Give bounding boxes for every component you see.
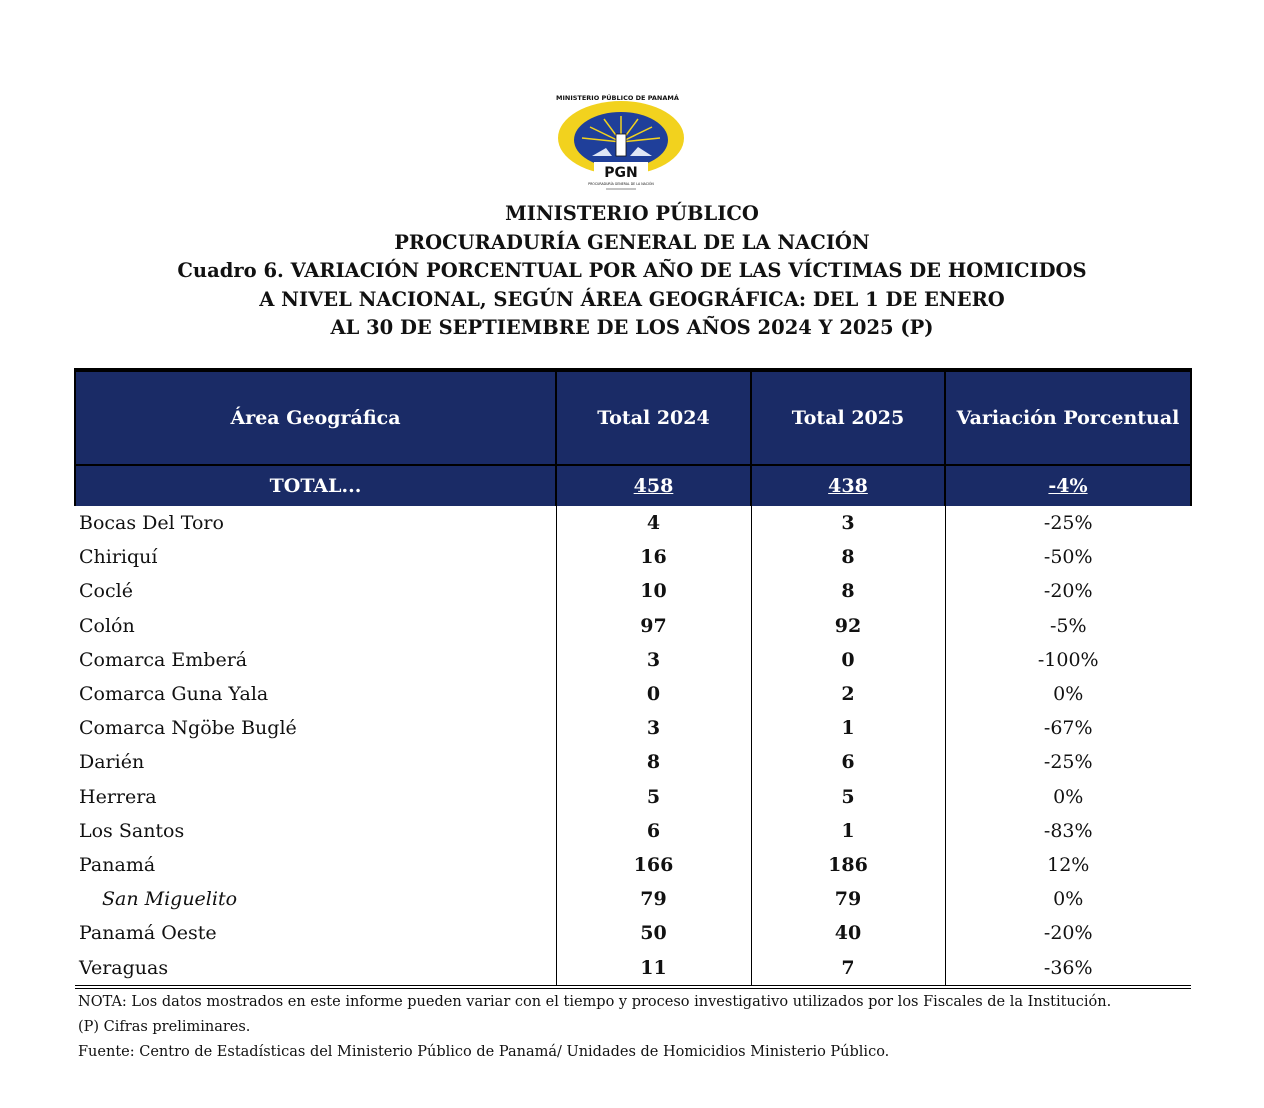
area-name: Comarca Guna Yala xyxy=(75,677,556,711)
variation-value: 0% xyxy=(1053,683,1084,706)
pgn-logo xyxy=(556,94,686,196)
title-line-2: PROCURADURÍA GENERAL DE LA NACIÓN xyxy=(394,230,870,254)
footnotes xyxy=(78,990,1111,1065)
title-line-3: Cuadro 6. VARIACIÓN PORCENTUAL POR AÑO DE LAS VÍCTIMAS DE HOMICIDOS xyxy=(177,259,1087,283)
area-name: San Miguelito xyxy=(75,882,556,916)
report-title xyxy=(0,200,1264,343)
col-header-variation: Variación Porcentual xyxy=(945,370,1191,465)
variation-value: -20% xyxy=(1043,580,1093,603)
value-2024: 3 xyxy=(556,711,751,745)
value-2024: 6 xyxy=(556,814,751,848)
value-2025: 8 xyxy=(751,574,945,608)
value-2024: 11 xyxy=(556,950,751,986)
area-name: Herrera xyxy=(75,780,556,814)
total-2024: 458 xyxy=(633,475,674,497)
variation-value: -5% xyxy=(1049,614,1087,637)
title-line-1: MINISTERIO PÚBLICO xyxy=(505,202,759,225)
table-row xyxy=(75,745,1191,779)
area-name: Colón xyxy=(75,609,556,643)
value-2024: 8 xyxy=(556,745,751,779)
area-name: Coclé xyxy=(75,574,556,608)
table-row xyxy=(75,780,1191,814)
variation-value: -83% xyxy=(1043,819,1093,842)
table-row xyxy=(75,950,1191,986)
col-header-total-2024: Total 2024 xyxy=(556,370,751,465)
total-row xyxy=(75,465,1191,506)
value-2025: 8 xyxy=(751,540,945,574)
total-2025: 438 xyxy=(828,475,868,497)
value-2024: 79 xyxy=(556,882,751,916)
value-2024: 3 xyxy=(556,643,751,677)
value-2025: 2 xyxy=(751,677,945,711)
area-name: Chiriquí xyxy=(75,540,556,574)
col-header-area: Área Geográfica xyxy=(75,370,556,465)
table-row xyxy=(75,848,1191,882)
logo-ring-text: MINISTERIO PÚBLICO DE PANAMÁ xyxy=(556,94,679,102)
area-name: Veraguas xyxy=(75,950,556,986)
value-2025: 92 xyxy=(751,609,945,643)
value-2025: 40 xyxy=(751,916,945,950)
title-line-4: A NIVEL NACIONAL, SEGÚN ÁREA GEOGRÁFICA: DEL 1 DE ENERO xyxy=(259,287,1005,311)
area-name: Darién xyxy=(75,745,556,779)
col-header-total-2025: Total 2025 xyxy=(751,370,945,465)
value-2024: 0 xyxy=(556,677,751,711)
value-2024: 50 xyxy=(556,916,751,950)
note-text: NOTA: Los datos mostrados en este informe pueden variar con el tiempo y proceso investigativo utilizados por los Fiscales de la Institución. xyxy=(78,994,1112,1010)
value-2024: 16 xyxy=(556,540,751,574)
value-2024: 4 xyxy=(556,506,751,540)
value-2024: 97 xyxy=(556,609,751,643)
variation-value: 0% xyxy=(1053,888,1084,911)
variation-value: -36% xyxy=(945,950,1191,986)
title-line-5: AL 30 DE SEPTIEMBRE DE LOS AÑOS 2024 Y 2025 (P) xyxy=(330,316,934,340)
value-2025: 186 xyxy=(751,848,945,882)
area-name: Panamá xyxy=(75,848,556,882)
value-2024: 5 xyxy=(556,780,751,814)
source-note: Fuente: Centro de Estadísticas del Ministerio Público de Panamá/ Unidades de Homicidios Ministerio Público. xyxy=(78,1044,890,1060)
variation-value: -20% xyxy=(1043,922,1093,945)
value-2024: 166 xyxy=(556,848,751,882)
area-name: Los Santos xyxy=(75,814,556,848)
variation-value: 0% xyxy=(1053,785,1084,808)
logo-subtitle: PROCURADURÍA GENERAL DE LA NACIÓN xyxy=(588,182,654,186)
table-row xyxy=(75,574,1191,608)
value-2025: 0 xyxy=(751,643,945,677)
area-name: Panamá Oeste xyxy=(75,916,556,950)
value-2025: 7 xyxy=(751,950,945,986)
table-row xyxy=(75,506,1191,540)
pgn-seal-icon xyxy=(556,94,686,196)
area-name: Comarca Ngöbe Buglé xyxy=(75,711,556,745)
value-2025: 79 xyxy=(751,882,945,916)
table-row xyxy=(75,711,1191,745)
table-row xyxy=(75,609,1191,643)
variation-value: 12% xyxy=(1047,853,1090,876)
total-variation: -4% xyxy=(1048,475,1088,497)
variation-value: -100% xyxy=(1037,648,1099,671)
variation-value: -67% xyxy=(1043,717,1093,740)
homicide-variation-table xyxy=(74,368,1192,989)
value-2025: 5 xyxy=(751,780,945,814)
table-row xyxy=(75,540,1191,574)
table-row xyxy=(75,677,1191,711)
value-2025: 3 xyxy=(751,506,945,540)
table-row xyxy=(75,916,1191,950)
variation-value: -25% xyxy=(1043,751,1093,774)
preliminary-note: (P) Cifras preliminares. xyxy=(78,1019,251,1035)
total-label: TOTAL... xyxy=(75,465,556,506)
area-name: Comarca Emberá xyxy=(75,643,556,677)
table-row xyxy=(75,814,1191,848)
variation-value: -50% xyxy=(1043,546,1093,569)
value-2025: 6 xyxy=(751,745,945,779)
area-name: Bocas Del Toro xyxy=(75,506,556,540)
value-2025: 1 xyxy=(751,711,945,745)
value-2025: 1 xyxy=(751,814,945,848)
variation-value: -25% xyxy=(1043,512,1093,535)
table-header-row xyxy=(75,370,1191,465)
table-row xyxy=(75,643,1191,677)
logo-acronym: PGN xyxy=(604,165,638,181)
value-2024: 10 xyxy=(556,574,751,608)
table-row xyxy=(75,882,1191,916)
